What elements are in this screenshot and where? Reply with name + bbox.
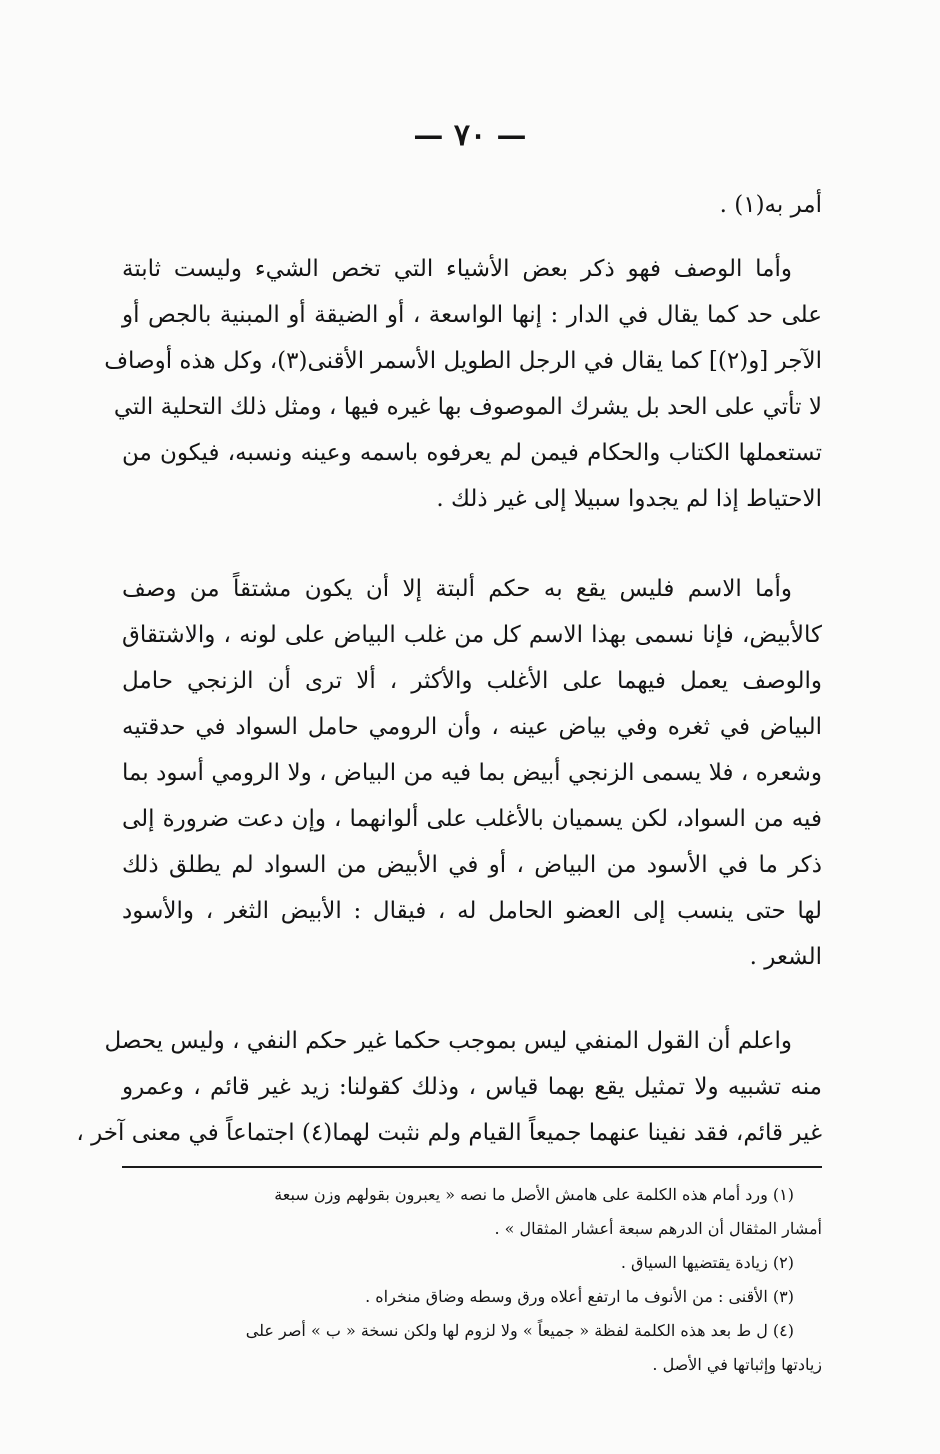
text-line: غير قائم، فقد نفينا عنهما جميعاً القيام ولم نثبت لهما(٤) اجتماعاً في معنى آخر ، <box>76 1120 822 1146</box>
text-line: تستعملها الكتاب والحكام فيمن لم يعرفوه باسمه وعينه ونسبه، فيكون من <box>122 440 822 466</box>
text-line: لها حتى ينسب إلى العضو الحامل له ، فيقال : الأبيض الثغر ، والأسود <box>122 898 822 924</box>
footnote-1-continuation: أمشار المثقال أن الدرهم سبعة أعشار المثقال » . <box>494 1219 822 1238</box>
text-line: الشعر . <box>749 944 822 970</box>
text-line: فيه من السواد، لكن يسميان بالأغلب على ألوانهما ، وإن دعت ضرورة إلى <box>122 806 822 832</box>
opening-line: أمر به(١) . <box>719 192 822 218</box>
text-line: واعلم أن القول المنفي ليس بموجب حكما غير حكم النفي ، وليس يحصل <box>104 1028 792 1054</box>
footnote-4-continuation: زيادتها وإثباتها في الأصل . <box>652 1355 822 1374</box>
text-line: كالأبيض، فإنا نسمى بهذا الاسم كل من غلب البياض على لونه ، والاشتقاق <box>122 622 822 648</box>
paragraph-name <box>122 566 822 980</box>
footnotes <box>122 1178 822 1382</box>
text-line: والوصف يعمل فيهما على الأغلب والأكثر ، ألا ترى أن الزنجي حامل <box>122 668 822 694</box>
footnote-2: (٢) زيادة يقتضيها السياق . <box>620 1253 794 1272</box>
text-line: وأما الوصف فهو ذكر بعض الأشياء التي تخص الشيء وليست ثابتة <box>122 256 792 282</box>
footnote-4: (٤) ل ط بعد هذه الكلمة لفظة « جميعاً » ولا لزوم لها ولكن نسخة « ب » أصر على <box>245 1321 794 1340</box>
paragraph-description <box>104 246 822 522</box>
text-line: لا تأتي على الحد بل يشرك الموصوف بها غيره فيها ، ومثل ذلك التحلية التي <box>113 394 822 420</box>
footnote-1: (١) ورد أمام هذه الكلمة على هامش الأصل ما نصه « يعبرون بقولهم وزن سبعة <box>274 1185 794 1204</box>
footnote-3: (٣) الأقنى : من الأنوف ما ارتفع أعلاه ورق وسطه وضاق منخراه . <box>365 1287 794 1306</box>
footnote-divider <box>122 1166 822 1168</box>
text-line: منه تشبيه ولا تمثيل يقع بهما قياس ، وذلك كقولنا: زيد غير قائم ، وعمرو <box>122 1074 822 1100</box>
text-line: ذكر ما في الأسود من البياض ، أو في الأبيض من السواد لم يطلق ذلك <box>122 852 822 878</box>
text-line: على حد كما يقال في الدار : إنها الواسعة ، أو الضيقة أو المبنية بالجص أو <box>122 302 822 328</box>
text-line: الآجر [و(٢)] كما يقال في الرجل الطويل الأسمر الأقنى(٣)، وكل هذه أوصاف <box>104 348 822 374</box>
text-line: وشعره ، فلا يسمى الزنجي أبيض بما فيه من البياض ، ولا الرومي أسود بما <box>122 760 822 786</box>
paragraph-negation <box>76 1018 822 1156</box>
text-line: وأما الاسم فليس يقع به حكم ألبتة إلا أن يكون مشتقاً من وصف <box>122 576 792 602</box>
text-line: الاحتياط إذا لم يجدوا سبيلا إلى غير ذلك . <box>436 486 822 512</box>
text-line: البياض في ثغره وفي بياض عينه ، وأن الرومي حامل السواد في حدقتيه <box>122 714 822 740</box>
page-number: — ٧٠ — <box>413 118 527 153</box>
